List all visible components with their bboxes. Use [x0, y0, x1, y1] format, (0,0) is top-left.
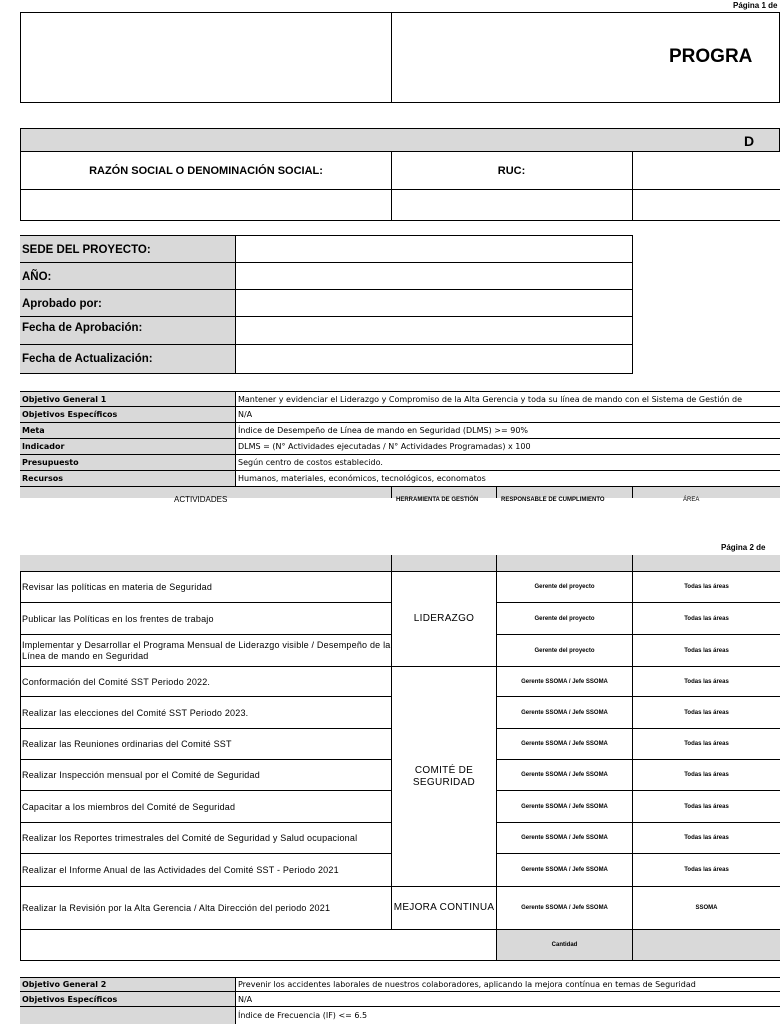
field-value-sede[interactable] — [235, 235, 633, 263]
responsable-11: Gerente SSOMA / Jefe SSOMA — [497, 887, 632, 930]
objective1-specific-label: Objetivos Específicos — [20, 407, 235, 423]
responsable-10: Gerente SSOMA / Jefe SSOMA — [497, 854, 632, 887]
objective1-presupuesto-label: Presupuesto — [20, 455, 235, 471]
cantidad-spacer — [20, 930, 497, 961]
activity-row-10: Realizar el Informe Anual de las Actividades del Comité SST - Periodo 2021 — [20, 854, 392, 887]
field-value-fecha-actualizacion[interactable] — [235, 344, 633, 374]
activities-header-continued — [20, 555, 780, 572]
header-area: ÁREA — [683, 497, 700, 503]
tool-mejora-continua: MEJORA CONTINUA — [392, 887, 496, 930]
area-2: Todas las áreas — [633, 603, 780, 635]
row-divider — [20, 392, 235, 407]
activity-row-5: Realizar las elecciones del Comité SST Periodo 2023. — [20, 697, 392, 729]
activity-row-9: Realizar los Reportes trimestrales del Comité de Seguridad y Salud ocupacional — [20, 823, 392, 854]
responsable-2: Gerente del proyecto — [497, 603, 632, 635]
objective1-indicador-label: Indicador — [20, 439, 235, 455]
activity-row-8: Capacitar a los miembros del Comité de Seguridad — [20, 791, 392, 823]
objective2-specific-label: Objetivos Específicos — [20, 992, 235, 1007]
area-5: Todas las áreas — [633, 697, 780, 729]
activity-row-6: Realizar las Reuniones ordinarias del Comité SST — [20, 729, 392, 760]
objective1-recursos-label: Recursos — [20, 471, 235, 487]
activity-row-4: Conformación del Comité SST Periodo 2022. — [20, 667, 392, 697]
field-label-anio: AÑO: — [20, 262, 236, 290]
section-header: D — [744, 133, 755, 149]
field-label-fecha-aprobacion: Fecha de Aprobación: — [20, 316, 236, 338]
area-1: Todas las áreas — [633, 571, 780, 603]
tool-comite: COMITÉ DE SEGURIDAD — [392, 667, 496, 887]
section-header-bar — [20, 128, 780, 152]
header-box — [20, 12, 780, 103]
area-3: Todas las áreas — [633, 635, 780, 667]
objective1-general-value: Mantener y evidenciar el Liderazgo y Compromiso de la Alta Gerencia y toda su línea de mando con el Sistema de Gestión de — [235, 392, 780, 407]
responsable-5: Gerente SSOMA / Jefe SSOMA — [497, 697, 632, 729]
field-label-fecha-actualizacion: Fecha de Actualización: — [20, 344, 236, 374]
area-4: Todas las áreas — [633, 667, 780, 697]
header-divider — [391, 12, 392, 103]
field-value-aprobado[interactable] — [235, 289, 633, 317]
objective2-meta-value: Índice de Frecuencia (IF) <= 6.5 — [235, 1007, 780, 1024]
area-9: Todas las áreas — [633, 823, 780, 854]
objective1-presupuesto-value: Según centro de costos establecido. — [235, 455, 780, 471]
area-8: Todas las áreas — [633, 791, 780, 823]
objective1-specific-value: N/A — [235, 407, 780, 423]
area-7: Todas las áreas — [633, 760, 780, 791]
objective1-general-label: Objetivo General 1 — [22, 395, 107, 404]
activities-header-row — [20, 487, 780, 504]
objective2-general-label: Objetivo General 2 — [20, 978, 235, 992]
responsable-6: Gerente SSOMA / Jefe SSOMA — [497, 729, 632, 760]
field-label-aprobado: Aprobado por: — [20, 289, 236, 317]
header-herramienta: HERRAMIENTA DE GESTIÓN — [396, 497, 479, 503]
cantidad-label: Cantidad — [497, 930, 632, 961]
header-responsable: RESPONSABLE DE CUMPLIMIENTO — [501, 497, 605, 503]
ruc-label: RUC: — [391, 152, 633, 190]
area-11: SSOMA — [633, 887, 780, 930]
objective1-meta-value: Índice de Desempeño de Línea de mando en Seguridad (DLMS) >= 90% — [235, 423, 780, 439]
cantidad-value — [633, 930, 780, 961]
objective2-meta-label — [20, 1007, 235, 1024]
page-number-label: Página 1 de — [733, 1, 778, 10]
field-label-sede: SEDE DEL PROYECTO: — [20, 235, 236, 263]
activity-row-3: Implementar y Desarrollar el Programa Mensual de Liderazgo visible / Desempeño de la Línea de mando en Seguridad — [20, 635, 392, 667]
area-6: Todas las áreas — [633, 729, 780, 760]
objective1-meta-label: Meta — [20, 423, 235, 439]
program-title: PROGRA — [669, 46, 753, 67]
objective2-specific-value: N/A — [235, 992, 780, 1007]
area-10: Todas las áreas — [633, 854, 780, 887]
responsable-9: Gerente SSOMA / Jefe SSOMA — [497, 823, 632, 854]
tool-liderazgo: LIDERAZGO — [392, 571, 496, 667]
responsable-1: Gerente del proyecto — [497, 571, 632, 603]
activity-row-11: Realizar la Revisión por la Alta Gerencia / Alta Dirección del periodo 2021 — [20, 887, 392, 930]
activity-row-7: Realizar Inspección mensual por el Comité de Seguridad — [20, 760, 392, 791]
responsable-4: Gerente SSOMA / Jefe SSOMA — [497, 667, 632, 697]
razon-social-label: RAZÓN SOCIAL O DENOMINACIÓN SOCIAL: — [20, 152, 392, 190]
ruc-value[interactable] — [391, 189, 633, 221]
header-actividades: ACTIVIDADES — [174, 495, 228, 504]
page-number-label-2: Página 2 de — [721, 543, 766, 552]
objective1-indicador-value: DLMS = (N° Actividades ejecutadas / N° Actividades Programadas) x 100 — [235, 439, 780, 455]
responsable-8: Gerente SSOMA / Jefe SSOMA — [497, 791, 632, 823]
objective2-general-value: Prevenir los accidentes laborales de nuestros colaboradores, aplicando la mejora contínua en temas de Seguridad — [235, 978, 780, 992]
field-value-fecha-aprobacion[interactable] — [235, 316, 633, 345]
field-value-anio[interactable] — [235, 262, 633, 290]
objective1-recursos-value: Humanos, materiales, económicos, tecnológicos, economatos — [235, 471, 780, 487]
activity-row-2: Publicar las Políticas en los frentes de trabajo — [20, 603, 392, 635]
razon-social-value[interactable] — [20, 189, 392, 221]
company-header-extra — [632, 152, 780, 190]
company-value-extra — [632, 189, 780, 221]
responsable-3: Gerente del proyecto — [497, 635, 632, 667]
responsable-7: Gerente SSOMA / Jefe SSOMA — [497, 760, 632, 791]
activity-row-1: Revisar las políticas en materia de Seguridad — [20, 571, 392, 603]
